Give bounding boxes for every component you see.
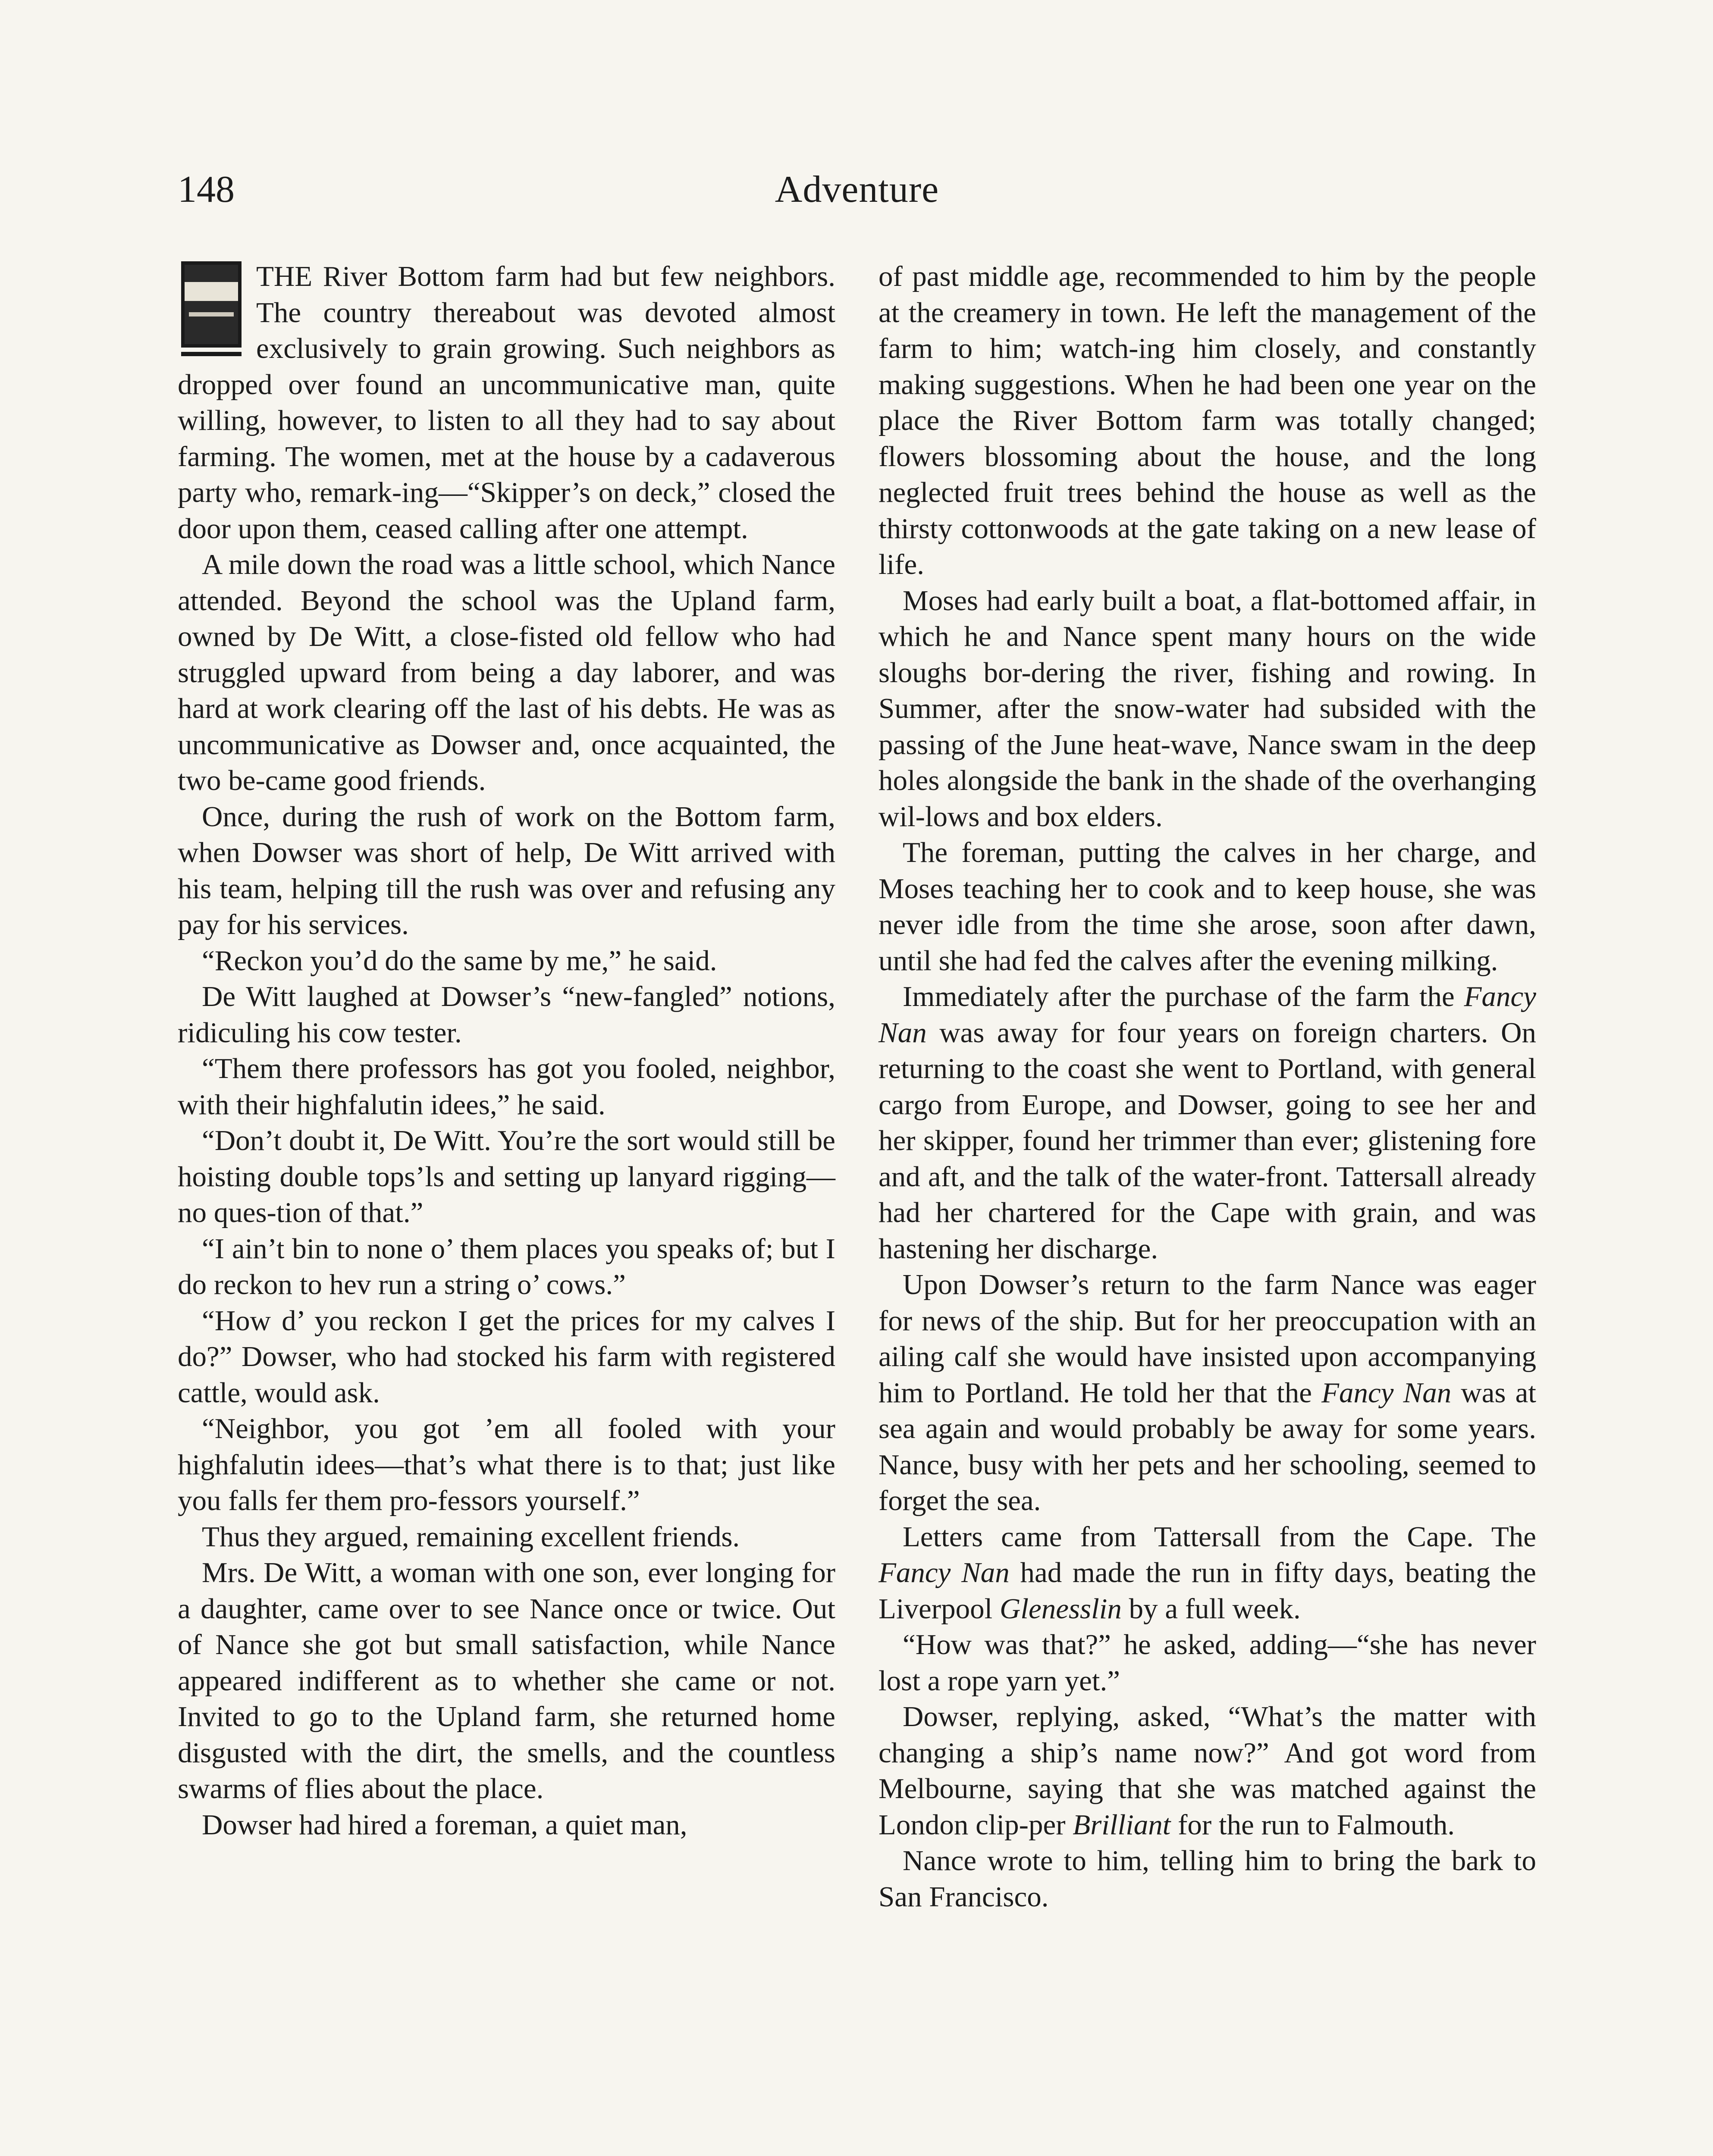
drop-cap-frame: [181, 261, 242, 348]
paragraph: Thus they argued, remaining excellent friends.: [202, 1520, 740, 1553]
text-run: Dowser, replying, asked, “What’s the matter with changing a ship’s name now?” And got word from Melbourne, saying that she was matched against the London clip-per: [878, 1701, 1536, 1841]
page-number: 148: [178, 169, 235, 210]
paragraph: “How was that?” he asked, adding—“she has never lost a rope yarn yet.”: [878, 1629, 1536, 1697]
magazine-title: Adventure: [775, 169, 939, 210]
text-run: had made the run in fifty days, beating the Liverpool: [878, 1557, 1536, 1625]
ship-name: Fancy Nan: [1321, 1376, 1452, 1409]
text-run: Upon Dowser’s return to the farm Nance was eager for news of the ship. But for her preoccupation with an ailing calf she would have insisted upon accompanying him to Portland. He told her that the: [878, 1269, 1536, 1409]
text-run: Letters came from Tattersall from the Cape. The: [903, 1520, 1536, 1553]
paragraph: The foreman, putting the calves in her charge, and Moses teaching her to cook and to keep house, she was never idle from the time she arose, soon after dawn, until she had fed the calves after the evening milking.: [878, 837, 1536, 977]
paragraph: [878, 1267, 1536, 1519]
paragraph: of past middle age, recommended to him by the people at the creamery in town. He left the management of the farm to him; watch-ing him closely, and constantly making suggestions. When he had been one year on the place the River Bottom farm was totally changed; flowers blossoming about the house, and the long neglected fruit trees behind the house as well as the thirsty cottonwoods at the gate taking on a new lease of life.: [878, 260, 1536, 580]
paragraph: “Don’t doubt it, De Witt. You’re the sort would still be hoisting double tops’ls and setting up lanyard rigging—no ques-tion of that.”: [178, 1125, 835, 1228]
paragraph: “I ain’t bin to none o’ them places you speaks of; but I do reckon to hev run a string o’ cows.”: [178, 1232, 835, 1300]
paragraph: Nance wrote to him, telling him to bring the bark to San Francisco.: [878, 1845, 1536, 1913]
text-run: by a full week.: [1121, 1592, 1301, 1625]
paragraph: [878, 1519, 1536, 1627]
ship-name: Glenesslin: [999, 1592, 1122, 1625]
paragraph: [878, 1699, 1536, 1843]
ship-name: Fancy Nan: [878, 981, 1536, 1049]
paragraph: Dowser had hired a foreman, a quiet man,: [202, 1808, 687, 1841]
paragraph: THE River Bottom farm had but few neighbors. The country thereabout was devoted almost exclusively to grain growing. Such neighbors as dropped over found an uncommunicative man, quite willing, however, to listen to all they had to say about farming. The women, met at the house by a cadaverous party who, remark-ing—“Skipper’s on deck,” closed the door upon them, ceased calling after one attempt.: [178, 260, 835, 545]
paragraph: “Reckon you’d do the same by me,” he said.: [202, 944, 717, 977]
drop-cap-illustration: [178, 261, 247, 359]
text-run: was at sea again and would probably be away for some years. Nance, busy with her pets and her schooling, seemed to forget the sea.: [878, 1376, 1536, 1517]
paragraph: Moses had early built a boat, a flat-bottomed affair, in which he and Nance spent many hours on the wide sloughs bor-dering the river, fishing and rowing. In Summer, after the snow-water had subsided with the passing of the June heat-wave, Nance swam in the deep holes alongside the bank in the shade of the overhanging wil-lows and box elders.: [878, 584, 1536, 833]
paragraph: “How d’ you reckon I get the prices for my calves I do?” Dowser, who had stocked his farm with registered cattle, would ask.: [178, 1304, 835, 1409]
text-run: Immediately after the purchase of the farm the: [903, 981, 1464, 1012]
running-head: [178, 164, 1536, 216]
paragraph: Once, during the rush of work on the Bottom farm, when Dowser was short of help, De Witt arrived with his team, helping till the rush was over and refusing any pay for his services.: [178, 800, 835, 940]
drop-cap-rule: [181, 352, 242, 356]
paragraph: A mile down the road was a little school, which Nance attended. Beyond the school was the Upland farm, owned by De Witt, a close-fisted old fellow who had struggled upward from being a day laborer, and was hard at work clearing off the last of his debts. He was as uncommunicative as Dowser and, once acquainted, the two be-came good friends.: [178, 548, 835, 796]
text-run: was away for four years on foreign charters. On returning to the coast she went to Portland, with general cargo from Europe, and Dowser, going to see her and her skipper, found her trimmer than ever; glistening fore and aft, and the talk of the water-front. Tattersall already had her chartered for the Cape with grain, and was hastening her discharge.: [878, 1016, 1536, 1265]
paragraph: [878, 979, 1536, 1267]
ship-name: Fancy Nan: [878, 1557, 1010, 1589]
paragraph: “Neighbor, you got ’em all fooled with your highfalutin idees—that’s what there is to that; just like you falls fer them pro-fessors yourself.”: [178, 1413, 835, 1517]
paragraph: “Them there professors has got you fooled, neighbor, with their highfalutin idees,” he said.: [178, 1053, 835, 1121]
right-column: [878, 259, 1536, 1915]
text-run: for the run to Falmouth.: [1170, 1808, 1455, 1841]
paragraph: De Witt laughed at Dowser’s “new-fangled” notions, ridiculing his cow tester.: [178, 981, 835, 1049]
paragraph: Mrs. De Witt, a woman with one son, ever longing for a daughter, came over to see Nance once or twice. Out of Nance she got but small satisfaction, while Nance appeared indifferent as to whether she came or not. Invited to go to the Upland farm, she returned home disgusted with the dirt, the smells, and the countless swarms of flies about the place.: [178, 1557, 835, 1805]
ship-name: Brilliant: [1073, 1808, 1171, 1841]
left-column: [178, 259, 835, 1843]
